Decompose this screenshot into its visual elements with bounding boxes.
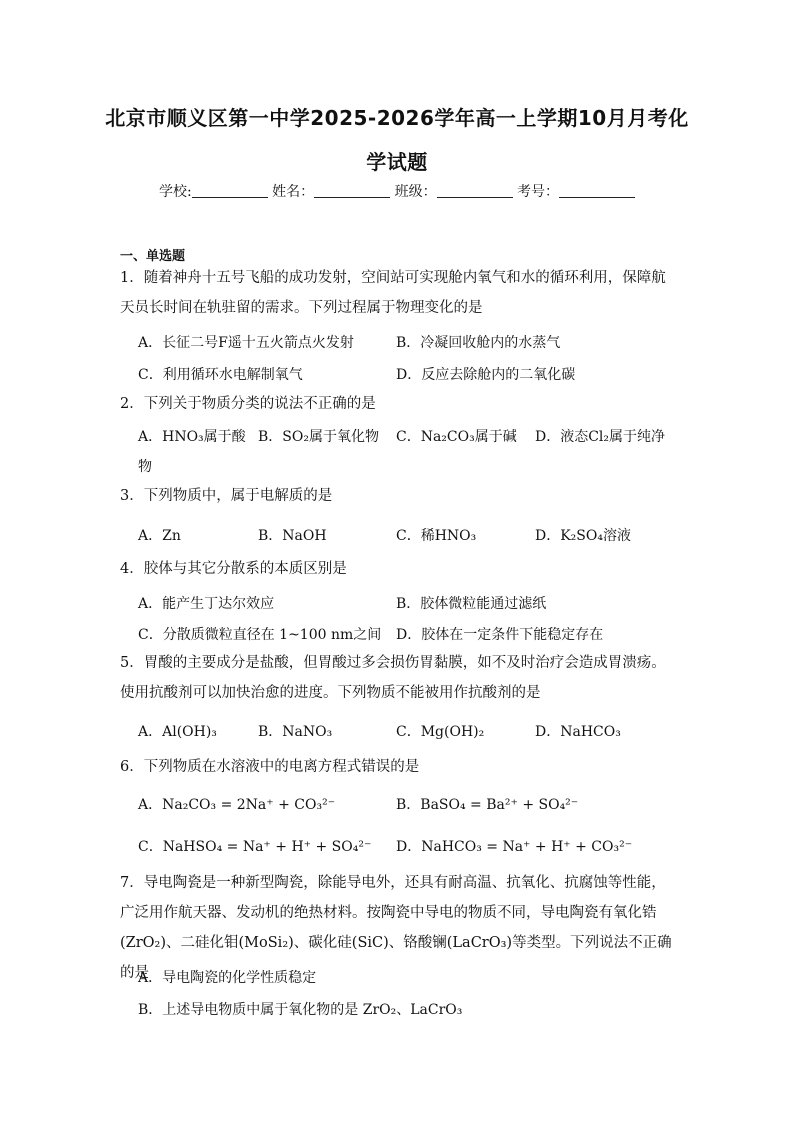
- page-title: 北京市顺义区第一中学2025-2026学年高一上学期10月月考化: [105, 106, 689, 130]
- q4-option-c: C．分散质微粒直径在 1~100 nm之间: [138, 627, 382, 643]
- q6-option-a: A．Na₂CO₃ = 2Na⁺ + CO₃²⁻: [138, 797, 336, 813]
- q5-option-a: A．Al(OH)₃: [138, 724, 217, 740]
- class-blank: [437, 183, 513, 198]
- school-blank: [192, 183, 268, 198]
- school-label: 学校:: [158, 184, 192, 200]
- q1-option-a: A．长征二号F遥十五火箭点火发射: [138, 335, 354, 351]
- q3-option-a: A．Zn: [138, 528, 181, 544]
- q7-option-b: B．上述导电物质中属于氧化物的是 ZrO₂、LaCrO₃: [138, 1002, 463, 1018]
- q1-option-d: D．反应去除舱内的二氧化碳: [396, 367, 576, 383]
- class-label: 班级：: [394, 184, 437, 200]
- student-info-row: [0, 181, 794, 201]
- q3-option-c: C．稀HNO₃: [396, 528, 477, 544]
- section-title: 一、单选题: [120, 249, 186, 264]
- question-1-stem: 1．随着神舟十五号飞船的成功发射，空间站可实现舱内氧气和水的循环利用，保障航天员长时间在轨驻留的需求。下列过程属于物理变化的是: [120, 270, 666, 316]
- question-7-stem: 7．导电陶瓷是一种新型陶瓷，除能导电外，还具有耐高温、抗氧化、抗腐蚀等性能，广泛用作航天器、发动机的绝热材料。按陶瓷中导电的物质不同，导电陶瓷有氧化锆(ZrO₂)、二硅化钼(MoSi₂)、碳化硅(SiC)、铬酸镧(LaCrO₃)等类型。下列说法不正确的是: [120, 875, 672, 981]
- q5-option-b: B．NaNO₃: [258, 724, 333, 740]
- q2-option-d-cont: 物: [138, 459, 152, 475]
- q3-option-d: D．K₂SO₄溶液: [535, 528, 631, 544]
- q6-option-b: B．BaSO₄ = Ba²⁺ + SO₄²⁻: [396, 797, 579, 813]
- q6-option-c: C．NaHSO₄ = Na⁺ + H⁺ + SO₄²⁻: [138, 839, 372, 855]
- q7-option-a: A．导电陶瓷的化学性质稳定: [138, 970, 317, 986]
- q2-option-d: D．液态Cl₂属于纯净: [535, 429, 666, 445]
- name-blank: [314, 183, 390, 198]
- name-label: 姓名：: [272, 184, 315, 200]
- id-blank: [559, 183, 635, 198]
- question-3-stem: 3．下列物质中，属于电解质的是: [120, 488, 333, 504]
- q4-option-d: D．胶体在一定条件下能稳定存在: [396, 627, 604, 643]
- q1-option-b: B．冷凝回收舱内的水蒸气: [396, 335, 561, 351]
- question-6-stem: 6．下列物质在水溶液中的电离方程式错误的是: [120, 759, 420, 775]
- question-2-stem: 2．下列关于物质分类的说法不正确的是: [120, 396, 376, 412]
- id-label: 考号：: [517, 184, 560, 200]
- q1-option-c: C．利用循环水电解制氧气: [138, 367, 303, 383]
- q2-option-a: A．HNO₃属于酸: [138, 429, 246, 445]
- q4-option-b: B．胶体微粒能通过滤纸: [396, 596, 547, 612]
- q3-option-b: B．NaOH: [258, 528, 327, 544]
- q5-option-d: D．NaHCO₃: [535, 724, 621, 740]
- question-5-stem: 5．胃酸的主要成分是盐酸，但胃酸过多会损伤胃黏膜，如不及时治疗会造成胃溃疡。使用抗酸剂可以加快治愈的进度。下列物质不能被用作抗酸剂的是: [120, 655, 666, 701]
- q4-option-a: A．能产生丁达尔效应: [138, 596, 275, 612]
- q2-option-c: C．Na₂CO₃属于碱: [396, 429, 517, 445]
- q5-option-c: C．Mg(OH)₂: [396, 724, 485, 740]
- q2-option-b: B．SO₂属于氧化物: [258, 429, 379, 445]
- question-4-stem: 4．胶体与其它分散系的本质区别是: [120, 561, 347, 577]
- q6-option-d: D．NaHCO₃ = Na⁺ + H⁺ + CO₃²⁻: [396, 839, 633, 855]
- page-title-continued: 学试题: [366, 150, 428, 174]
